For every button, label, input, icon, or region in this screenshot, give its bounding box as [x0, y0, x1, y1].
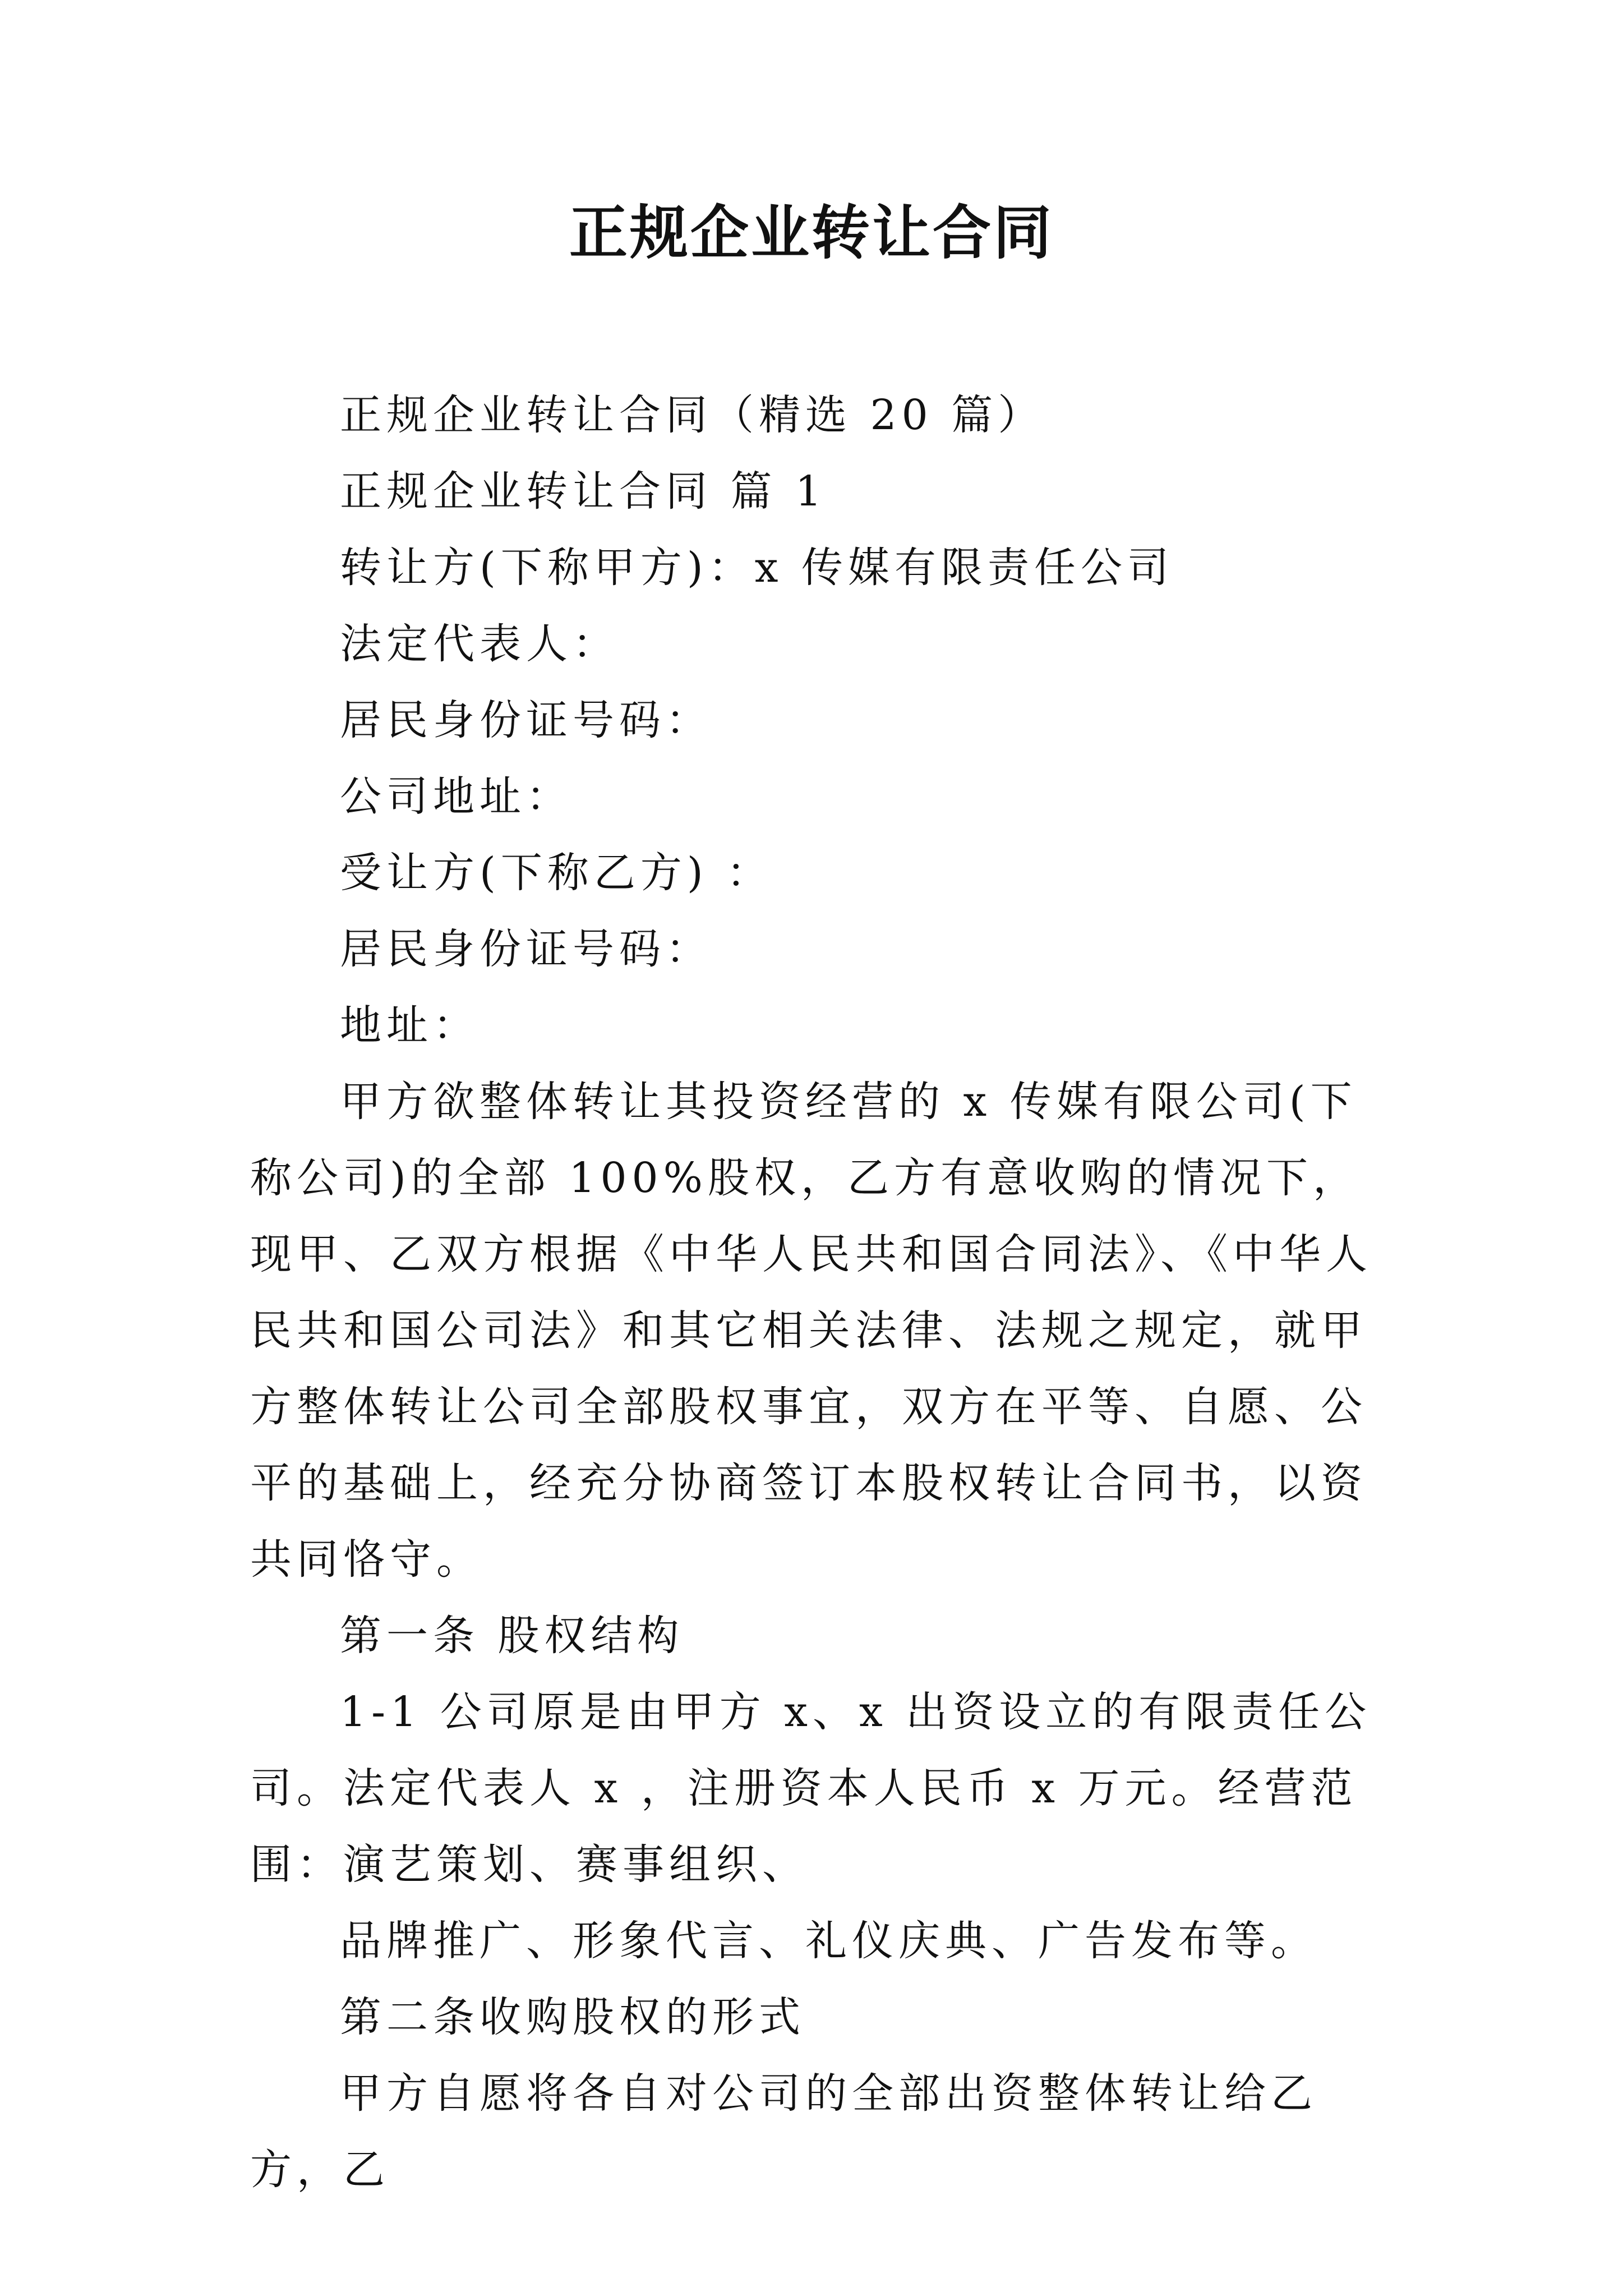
paragraph-business-scope-cont: 品牌推广、形象代言、礼仪庆典、广告发布等。 [340, 1917, 1317, 1965]
paragraph-article-1-1: 1-1 公司原是由甲方 x、x 出资设立的有限责任公司。法定代表人 x ，注册资本人民币 x 万元。经营范围：演艺策划、赛事组织、 [250, 1688, 1372, 1889]
paragraph-article-2-heading: 第二条收购股权的形式 [340, 1993, 805, 2041]
document-body [250, 377, 1389, 2208]
paragraph-id-number: 居民身份证号码： [340, 696, 712, 744]
paragraph-section-heading: 正规企业转让合同 篇 1 [340, 467, 827, 516]
paragraph-transferee-address: 地址： [340, 1001, 479, 1050]
paragraph-preamble: 甲方欲整体转让其投资经营的 x 传媒有限公司(下称公司)的全部 100%股权，乙方有意收购的情况下，现甲、乙双方根据《中华人民共和国合同法》、《中华人民共和国公司法》和其它相关法律、法规之规定，就甲方整体转让公司全部股权事宜，双方在平等、自愿、公平的基础上，经充分协商签订本股权转让合同书，以资共同恪守。 [250, 1078, 1372, 1584]
paragraph-subtitle: 正规企业转让合同（精选 20 篇） [340, 391, 1045, 439]
paragraph-company-address: 公司地址： [340, 772, 573, 821]
paragraph-transferor: 转让方(下称甲方)：x 传媒有限责任公司 [340, 544, 1174, 592]
document-title: 正规企业转让合同 [569, 198, 1054, 267]
paragraph-transferee: 受让方(下称乙方) ： [340, 849, 773, 897]
paragraph-legal-representative: 法定代表人： [340, 620, 619, 668]
paragraph-transferee-id-number: 居民身份证号码： [340, 925, 712, 973]
paragraph-article-1-heading: 第一条 股权结构 [340, 1612, 684, 1660]
paragraph-article-2-body: 甲方自愿将各自对公司的全部出资整体转让给乙方，乙 [250, 2069, 1317, 2194]
